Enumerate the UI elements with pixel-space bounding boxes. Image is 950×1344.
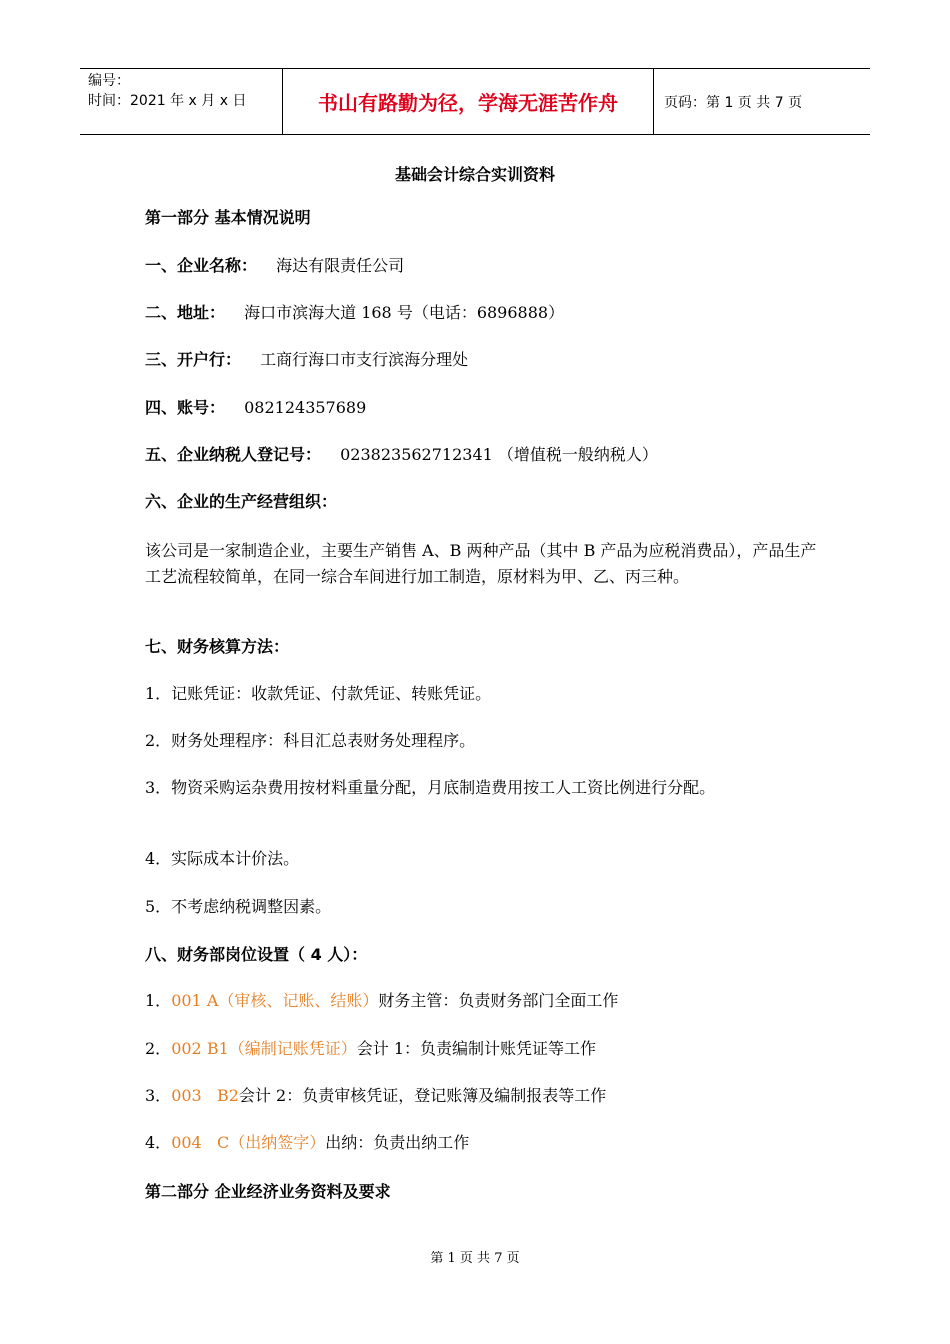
staff-item (145, 991, 618, 1011)
company-value: 海达有限责任公司 (276, 256, 405, 275)
page-header (80, 68, 870, 135)
method-item-4: 4．实际成本计价法。 (145, 849, 300, 868)
method-heading: 七、财务核算方法： (145, 637, 290, 656)
company-label: 一、企业名称： (145, 256, 258, 275)
org-heading: 六、企业的生产经营组织： (145, 492, 338, 511)
account-row (145, 398, 366, 418)
staff-item (145, 1133, 469, 1153)
header-motto: 书山有路勤为径，学海无涯苦作舟 (282, 69, 654, 134)
header-page-info: 页码：第 1 页 共 7 页 (664, 94, 803, 111)
method-item-2: 2．财务处理程序：科目汇总表财务处理程序。 (145, 731, 476, 750)
account-label: 四、账号： (145, 398, 226, 417)
company-row (145, 256, 404, 276)
staff-code: 001 A（审核、记账、结账） (171, 991, 379, 1010)
staff-code: 002 B1（编制记账凭证） (171, 1039, 357, 1058)
staff-desc: 会计 2：负责审核凭证，登记账簿及编制报表等工作 (238, 1086, 607, 1105)
method-item-5: 5．不考虑纳税调整因素。 (145, 897, 332, 916)
staff-heading: 八、财务部岗位设置（ 4 人）： (145, 945, 368, 964)
page-footer: 第 1 页 共 7 页 (430, 1251, 520, 1266)
staff-desc: 出纳：负责出纳工作 (325, 1133, 470, 1152)
staff-num: 1． (145, 991, 172, 1010)
staff-code: 004 C（出纳签字） (171, 1133, 326, 1152)
staff-desc: 财务主管：负责财务部门全面工作 (378, 991, 619, 1010)
address-row (145, 303, 564, 323)
bank-label: 三、开户行： (145, 350, 242, 369)
staff-num: 2． (145, 1039, 172, 1058)
document-title: 基础会计综合实训资料 (394, 165, 555, 184)
method-item-3: 3．物资采购运杂费用按材料重量分配，月底制造费用按工人工资比例进行分配。 (145, 778, 716, 797)
part2-heading: 第二部分 企业经济业务资料及要求 (145, 1182, 391, 1201)
part1-heading: 第一部分 基本情况说明 (145, 208, 311, 227)
taxid-value: 023823562712341 （增值税一般纳税人） (340, 445, 658, 464)
time-label: 时间：2021 年 x 月 x 日 (88, 93, 247, 109)
header-meta (80, 69, 282, 134)
bank-value: 工商行海口市支行滨海分理处 (260, 350, 469, 369)
taxid-row (145, 445, 658, 465)
address-label: 二、地址： (145, 303, 226, 322)
staff-desc: 会计 1：负责编制计账凭证等工作 (356, 1039, 597, 1058)
bank-row (145, 350, 468, 370)
number-label: 编号： (88, 73, 130, 89)
account-value: 082124357689 (244, 398, 367, 417)
staff-num: 3． (145, 1086, 172, 1105)
address-value: 海口市滨海大道 168 号（电话：6896888） (244, 303, 565, 322)
staff-num: 4． (145, 1133, 172, 1152)
org-paragraph: 该公司是一家制造企业，主要生产销售 A、B 两种产品（其中 B 产品为应税消费品），产品生产工艺流程较简单，在同一综合车间进行加工制造，原材料为甲、乙、丙三种。 (145, 541, 817, 586)
method-item-1: 1．记账凭证：收款凭证、付款凭证、转账凭证。 (145, 684, 492, 703)
taxid-label: 五、企业纳税人登记号： (145, 445, 322, 464)
staff-item (145, 1039, 596, 1059)
staff-code: 003 B2 (171, 1086, 239, 1105)
staff-item (145, 1086, 606, 1106)
